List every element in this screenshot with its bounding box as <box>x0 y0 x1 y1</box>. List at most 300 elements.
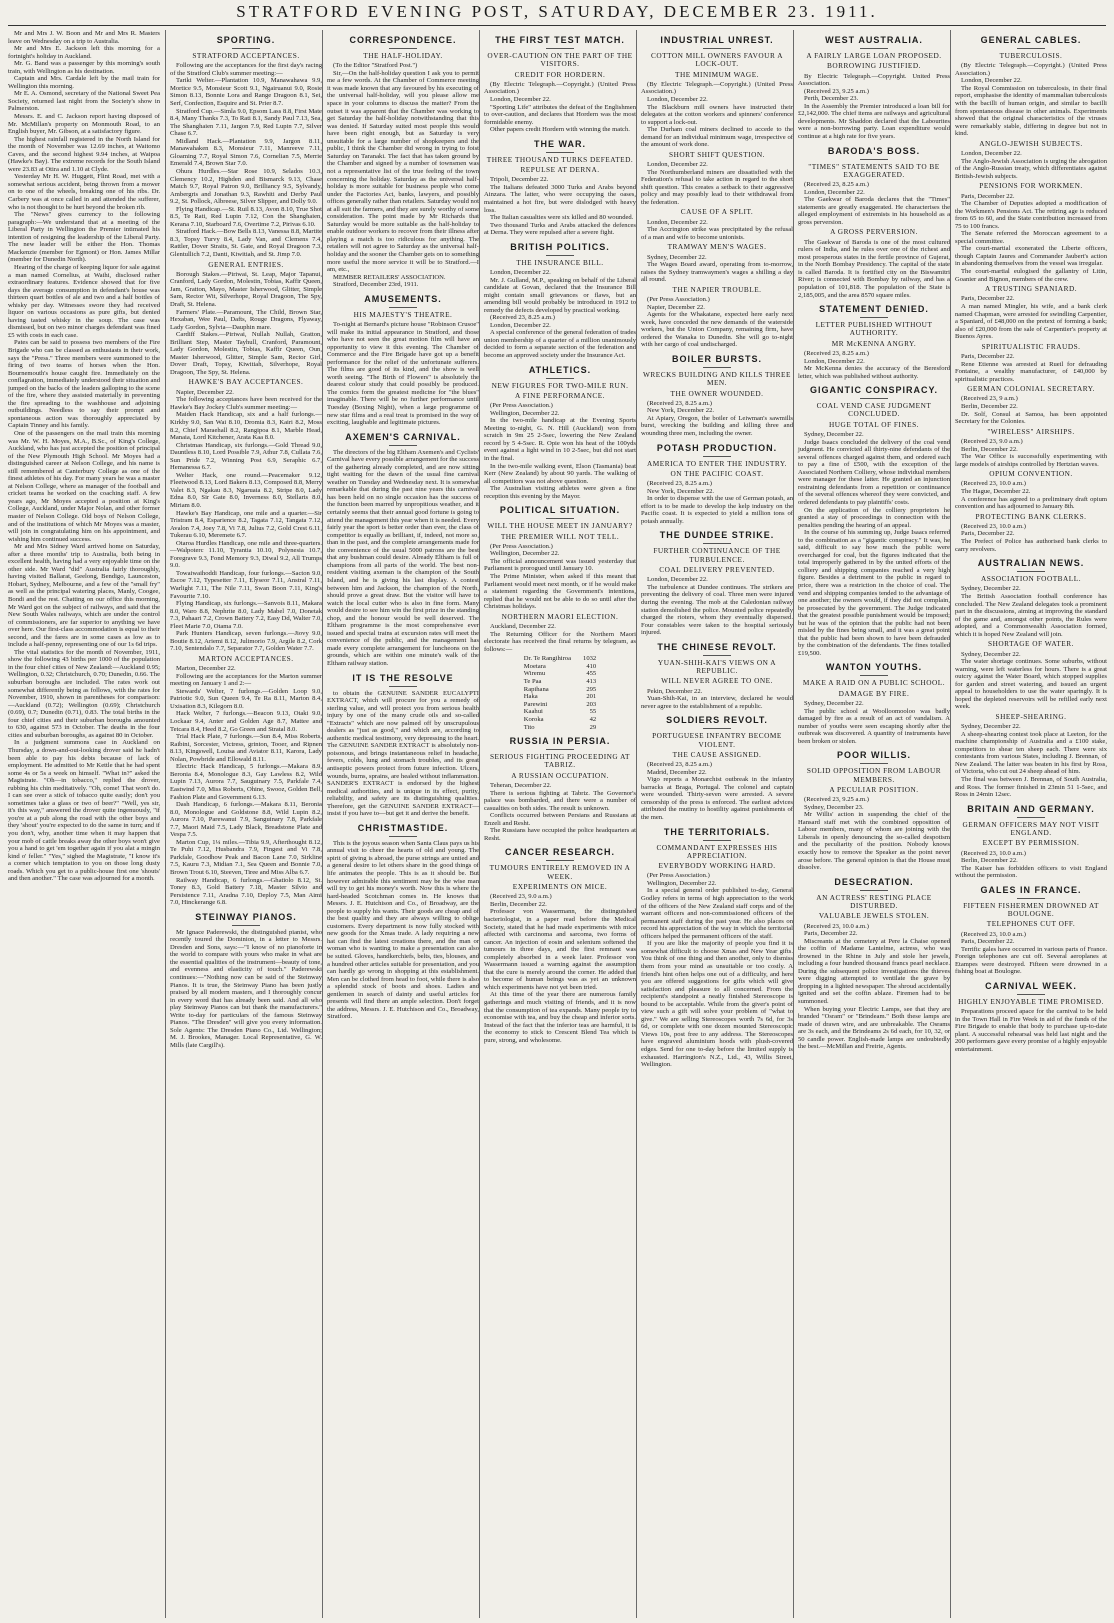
article-paragraph: The War Office is successfully experimenting with large models of airships controlled by Hertzian waves. <box>955 453 1107 468</box>
sub-headline: YUAN-SHIH-KAI'S VIEWS ON A REPUBLIC. <box>657 657 777 675</box>
article-paragraph: (Received 23, 10.0 a.m.) <box>804 922 870 930</box>
sub-headline: MR McKENNA ANGRY. <box>831 338 917 348</box>
article-paragraph: In the two-mile handicap at the Evening Sports Meeting to-night, G. N. Hill (Auckland) won from scratch in 9m 25 2-5sec, lowering the New Zealand record by 5 4-5sec. R. Opie won his heat of the 100yds event against a light wind in 10 2-5sec, but did not start in the final. <box>484 417 636 462</box>
article-paragraph: Paris, December 22. <box>804 930 858 938</box>
article-paragraph: Professor von Wassermann, the distinguished bacteriologist, in a paper read before the Medical Society, stated that he had made experiments with mice affected with carcinoma and sarcoma, two forms of cancer. An injection of eosin and selenium softened the tumours in three days, and the first remnant was completely absorbed in a week later. Professor von Wassermann issued a warning against the assumption that the cure is merely around the corner. He added that to become of human beings was as yet an unknown which experiments have not yet been tried. <box>484 908 636 991</box>
article-paragraph: Marton Cup, 1¼ miles.—Tibia 9.9, Afterthought 8.12, Te Puhi 7.12, Husbandra 7.9, Fingest and Vi 7.8, Parkfale, Goodhow Peak and Bacon Lane 7.0, Sirkline 7.5, Kauru 7.3, Midian 7.1, Sea Queen and Bonnie 7.0, Brown Trout 6.10, Steeven, Tiree and Miss Alba 6.7. <box>170 838 322 876</box>
section-headline: BARODA'S BOSS. <box>827 145 921 156</box>
article-paragraph: Ohura Hurdles.—Star Rose 10.9, Selados 10.3, Clemency 10.2, Highden and Bismarck 9.13, Chase Match 9.7, Royal Patron 9.0, Brilliancy 9.5, Sylvandy, Ambergris and Jonathan 9.3, Rawhiti and Derby Paul 9.2, St. Pollock, Albreese, Silver Slipper, and Dolly 9.0. <box>170 167 322 206</box>
table-row <box>518 663 602 671</box>
article-paragraph: Farmers' Plate.—Paramount, The Child, Brown Star, Hexaban, Wee Paul, Dafts, Rouge Dragons, Flyaway, Lady Gordon, Sylvia—Dauphin mare. <box>170 308 322 331</box>
article-paragraph: Terrific gales have occurred in various parts of France. Foreign telephones are cut off. Several aeroplanes at Etampes were destroyed. Fifteen were drowned in a fishing boat at Boulogne. <box>955 945 1107 976</box>
article-paragraph: A sheep-shearing contest took place at Leeton, for the machine championship of Australia and a £100 stake, competitors to shear ten sheep each. There were six contestants from various States, including J. Brennan, of New Zealand. The latter was beaten in his first by Ross, of Victoria, who cut out 24 sheep ahead of him. <box>955 730 1107 776</box>
section-headline: THE FIRST TEST MATCH. <box>495 35 625 45</box>
section-headline: CHRISTMASTIDE. <box>357 822 449 833</box>
article-paragraph: Paris, December 22. <box>961 192 1015 200</box>
headline-rule <box>860 890 888 891</box>
headline-rule <box>389 686 417 687</box>
section-headline: POOR WILLIS. <box>837 750 911 761</box>
article-paragraph: The Australian visiting athletes were given a fine reception this evening by the Mayor. <box>484 485 636 500</box>
article-paragraph: Borough Stakes.—Piriwai, St. Leap, Major Tapanui, Cranford, Lady Gordon, Molestin, Tobias, Kaffir Queen, Jam, Gratton, Mayo, Master Isherwood, Glitter, Simple Sam, Rector Wit, Silverhope, Royal Dragoon, The Spy, Draft, St. Helena. <box>170 270 322 308</box>
candidate-name: Rapihana <box>523 685 549 693</box>
sub-headline: COMMANDANT EXPRESSES HIS APPRECIATION. <box>656 842 778 860</box>
article-paragraph: Vigo reports a Monarchist outbreak in the infantry barracks at Braga, Portugal. The colonel and captain were wounded. Thirty-seven were arrested. A severe censorship of the press is enforced. The earliest advices attributed the mutiny to hostility against punishments of the men. <box>641 776 793 821</box>
article-paragraph: Tariki Welter.—Plantation 10.9, Manawahawa 9.9, Mortice 9.5, Monsieur Scott 9.1, Ngairuanui 9.0, Rosie Simon 8.13, Bonnie Lora and Range Dragoon 8.1, Sei, Serf, Confection, Esquire and St. Prier 8.7. <box>170 77 322 108</box>
sub-headline: A FINE PERFORMANCE. <box>515 390 605 400</box>
sub-headline: TUMOURS ENTIRELY REMOVED IN A WEEK. <box>489 863 631 881</box>
article-paragraph: This is the joyous season when Santa Claus pays us his annual visit to cheer the hearts of old and young. The spirit of giving is abroad, the purse strings are untied and a general desire to let others share in the good things of life animates the people. This is as it should be. But however admirable this sentiment may be the wise man will try to get his money's worth. Now this is where the hard-headed Scotchman comes in. He knows that Messrs. J. E. Hutchison and Co., of Broadway, are the people to supply his wants. Their goods are cheap and of the best quality and they are always willing to oblige customers. Every department is now fully stocked with new goods for the Xmas trade. A lady requiring a new hat can find the latest creations there, and the man or woman who is wanting to make a presentation can also be suited. Gloves, handkerchiefs, belts, ties, blouses, and a hundred other articles suitable for presentation, and you can hardly go wrong in shopping at this establishment. Men can be clothed from head to foot, while there is also a splendid stock of boots and shoes. Ladies and gentlemen in search of dainty and useful articles for presents will find there an ample selection. Don't forget the address, Messrs. J. E. Hutchison and Co., Broadway, Stratford. <box>327 839 479 1021</box>
article-paragraph: The Hague, December 22. <box>961 487 1031 495</box>
article-paragraph: Mr and Mrs Sidney Ward arrived home on Saturday, after a three months' trip to Australia, both being in excellent health, having had a very enjoyable time on the other side. Mr Ward "did" Australia fairly thoroughly, having visited Ballarat, Geelong, Bendigo, Launceston, Hobart, Sydney, Melbourne, and a few of the "small fry" as well as the principal watering places, Manly, Coogee, Bondi and the rest. Chatting on our office this morning, Mr Ward got on the subject of railways, and said that the New South Wales railways, which are under the control of commissioners, are far superior to anything we have over here. Our first-class accommodation is equal to their second, and the fares are in some cases as low as to include a half-penny, representing one of our 1s 6d trips. <box>8 543 160 649</box>
article-paragraph: The turbulence at Dundee continues. The strikers are preventing the delivery of coal. Three men were injured during the evening. The mob at the Caledonian railway station demolished the police. Mounted police repeatedly charged the rioters, whom they eventually dispersed. Four constables were taken to the hospital seriously injured. <box>641 583 793 637</box>
article-paragraph: Sydney, December 22. <box>961 650 1021 658</box>
article-paragraph: Mr and Mrs E. Jackson left this morning for a fortnight's holiday in Auckland. <box>8 45 160 60</box>
article-paragraph: London, December 22. <box>490 95 551 103</box>
sub-headline: HIS MAJESTY'S THEATRE. <box>353 309 453 319</box>
article-paragraph: (Per Press Association.) <box>647 296 710 304</box>
headline-rule <box>546 152 574 153</box>
article-paragraph: Dash Handicap, 6 furlongs.—Makara 8.11, Beronia 8.0, Monologue and Goldstone 8.8, Wild Lupin 8.2, Aurora 7.10, Parewanui 7.9, Sanguinary 7.8, Parkfale 7.7, Maori Maid 7.5, Lady Black, Breadstone Plate and Vespa 7.5. <box>170 801 322 839</box>
article-paragraph: Mr. G. Band was a passenger by this morning's south train, with Wellington as his destination. <box>8 60 160 75</box>
section-headline: BRITAIN AND GERMANY. <box>967 803 1095 814</box>
article-paragraph: Dr. Solf, Consul at Samoa, has been appointed Secretary for the Colonies. <box>955 410 1107 426</box>
article-paragraph: London, December 22. <box>647 161 708 169</box>
article-paragraph: (Per Press Association.) <box>647 872 710 880</box>
article-paragraph: Tripoli, December 22. <box>490 176 549 184</box>
section-headline: POLITICAL SITUATION. <box>499 505 621 516</box>
article-paragraph: The Gaekwar of Baroda is one of the most cultured rulers of India, and he rules over one of the richest and most prosperous states in the fertile province of Gujerat, in the North Bombay Presidency. The capital of the state is called Baroda. It is fortified city on the Biswamitri River; is connected with Bombay by railway, and has a population of 101,818. The population of the State is 2,185,005, and the area 8570 square miles. <box>798 238 950 299</box>
article-paragraph: The Returning Officer for the Northern Maori electorate has received the final returns by telegram, as follows:— <box>484 630 636 653</box>
section-headline: DESECRATION. <box>834 876 914 887</box>
section-headline: STATEMENT DENIED. <box>819 304 929 315</box>
article-paragraph: The Prefect of Police has authorised bank clerks to carry revolvers. <box>955 538 1107 553</box>
candidate-name: Haka <box>523 693 538 701</box>
sub-headline: MARTON ACCEPTANCES. <box>198 653 294 663</box>
sub-headline: COTTON MILL OWNERS FAVOUR A LOCK-OUT. <box>650 51 783 69</box>
candidate-name: Kaahui <box>523 708 543 716</box>
article-paragraph: Wellington, December 22. <box>490 550 560 558</box>
table-row <box>518 655 602 663</box>
headline-rule <box>546 378 574 379</box>
sub-headline: REPULSE AT DERNA. <box>520 165 600 175</box>
column-2 <box>165 30 322 1618</box>
section-headline: POTASH PRODUCTION. <box>656 442 778 453</box>
sub-headline: GENERAL ENTRIES. <box>208 259 284 269</box>
table-row <box>518 716 602 724</box>
article-paragraph: Following are the acceptances for the Marton summer meeting on January 1 and 2:— <box>170 672 322 688</box>
article-paragraph: London, December 22. <box>647 218 708 226</box>
article-paragraph: Otaroa Hurdles Handicap, one mile and three-quarters.—Walpoterc 11.10, Tyrantia 10.10, Polynesia 10.7, Foregrave 9.3, Fond Memory 9.3, Diwal 9.2, All Trumps 9.0. <box>170 539 322 570</box>
vote-count: 413 <box>586 678 597 686</box>
vote-count: 42 <box>589 716 597 723</box>
headline-rule <box>703 456 731 457</box>
headline-rule <box>1017 817 1045 818</box>
section-headline: IT IS THE RESOLVE <box>352 672 454 683</box>
article-paragraph: Captain and Mrs. Cardale left by the mail train for Wellington this morning. <box>8 75 160 90</box>
sub-headline: OPIUM CONVENTION. <box>989 469 1073 479</box>
section-headline: GALES IN FRANCE. <box>980 884 1082 895</box>
article-paragraph: Welter Hack, one round.—Peacemaker 9.12, Fleetwood 8.13, Lord Bakers 8.13, Composed 8.8, Merry Valet 8.3, Ngakau 8.3, Ngaruaia 8.2, Stripe 8.0, Lady Edna 8.0, Sir Gate 8.0, Inverness 8.0, Stellaris 8.0, Miriam 8.0. <box>170 471 322 509</box>
article-paragraph: London, December 22. <box>961 77 1022 85</box>
article-paragraph: The Gaekwar of Baroda declares that the "Times" statements are greatly exaggerated. He characterises the alleged employment of extremists in his household as a gross perversion. <box>798 196 950 226</box>
vote-count: 29 <box>589 723 597 731</box>
article-paragraph: London, December 22. <box>804 188 865 196</box>
article-paragraph: The Northumberland miners are dissatisfied with the Federation's refusal to take action in regard to the short shift question. This creates a setback to their aggressive policy and may possibly lead to their withdrawal from the federation. <box>641 168 793 206</box>
sub-headline: THE PREMIER WILL NOT TELL. <box>500 531 620 541</box>
sub-headline: OVER-CAUTION ON THE PART OF THE VISITORS. <box>487 51 633 69</box>
headline-rule <box>1017 898 1045 899</box>
article-paragraph: In order to dispense with the use of German potash, an effort is to be made to develop the kelp industry on the Pacific coast. It is expected to yield a million tons of potash annually. <box>641 495 793 525</box>
article-paragraph: Messrs. E. and C. Jackson report having disposed of Mr. McMillan's property on Monmouth Road, to an English buyer, Mr. Gibson, at a satisfactory figure. <box>8 113 160 136</box>
sub-headline: NEW FIGURES FOR TWO-MILE RUN. <box>491 380 629 390</box>
headline-rule <box>703 728 731 729</box>
article-paragraph: (Received 23, 10.0 a.m.) <box>961 522 1027 530</box>
headline-rule <box>860 48 888 49</box>
article-paragraph: Auckland, December 22. <box>490 623 556 631</box>
candidate-name: Moetara <box>523 662 546 670</box>
article-paragraph: Sydney, December 22. <box>961 585 1021 593</box>
vote-count: 455 <box>586 670 597 678</box>
article-paragraph: Mr Willis' action in suspending the chief of the Hansard staff met with the combined opposition of Labour members, many of whom are joining with the Liberals in openly denouncing the so-called despotism and the peculiarity of the position. Nobody knows exactly how to remove the Speaker as the point never arose before. The general opinion is that the House must dissolve. <box>798 811 950 872</box>
sub-headline: AMERICA TO ENTER THE INDUSTRY. <box>647 458 787 468</box>
article-paragraph: Judge Isaacs concluded the delivery of the coal vend judgment. He convicted all thirty-nine defendants of the several offences charged against them, and ordered each to pay a fine of £500, with the exception of the Associated Northern Colliery, whose individual members were manager for these latter. He granted an injunction restraining defendants from a repetition or continuance of the several offences whereof they were convicted, and ordered defendants to pay plaintiffs' costs. <box>798 438 950 506</box>
article-paragraph: Flying Handicap, six furlongs.—Sanvois 8.11, Makara 8.0, Waro 8.8, Nephrite 8.0, Lady Mabel 7.0, Donetak 7.3, Pahaari 7.2, Crown Battery 7.2, Easy Dd, Walter 7.0, Fleet Marie 7.0, Otama 7.0. <box>170 600 322 630</box>
table-row <box>518 670 602 678</box>
sub-headline: A GROSS PERVERSION. <box>830 227 918 237</box>
section-headline: AXEMEN'S CARNIVAL. <box>345 431 461 442</box>
section-headline: WEST AUSTRALIA. <box>825 35 923 45</box>
article-paragraph: The Chamber of Deputies adopted a modification of the Workmen's Pensions Act. The retiring age is reduced from 65 to 60, and the State contribution increased from 75 to 100 francs. <box>955 200 1107 230</box>
article-paragraph: The Accrington strike was precipitated by the refusal of a man and wife to become unionists. <box>641 226 793 241</box>
sub-headline: SERIOUS FIGHTING PROCEEDING AT TABRIZ. <box>489 752 631 770</box>
sub-headline: TRAMWAY MEN'S WAGES. <box>667 242 767 252</box>
article-paragraph: Sydney, December 22. <box>804 700 864 708</box>
article-paragraph: Mr and Mrs J. W. Boon and Mr and Mrs R. Masters leave on Wednesday on a trip to Australia. <box>8 30 160 45</box>
headline-rule <box>546 255 574 256</box>
article-paragraph: The Prime Minister, when asked if this meant that Parliament would meet next month, or if he would make a statement regarding the Government's intentions, replied that he would not be able to do so until after the Christmas holidays. <box>484 573 636 611</box>
headline-rule <box>860 398 888 399</box>
column-4 <box>479 30 636 1618</box>
article-paragraph: New York, December 22. <box>647 487 715 495</box>
candidate-name: Dr. Te Rangihiroa <box>523 655 572 663</box>
article-paragraph: Stratford Hack.—Bow Bells 8.13, Vanessa 8.8, Martite 8.3, Topsy Turvy 8.4, Lady Van, and Clemens 7.4, Rattler, Dover Straits, St. Gate, and Royal Dragoon 7.3, Glentullich 7.2, Danti, Kiwitiah, and St. Jimp 7.0. <box>170 228 322 258</box>
election-results-table <box>518 655 602 731</box>
headline-rule <box>703 48 731 49</box>
article-paragraph: The following acceptances have been received for the Hawke's Bay Jockey Club's summer meeting:— <box>170 396 322 411</box>
article-paragraph: Trial Hack Plate, 7 furlongs.—Sun 8.4, Miss Roberts, Raibini, Sorcester, Victress, grinton, Tooer, and Ripnen 8.13, Kingswell, Louisa and Aviator 8.11, Karora, Lady Nolan, Powbride and Ellowald 8.11. <box>170 733 322 763</box>
sub-headline: VALUABLE JEWELS STOLEN. <box>818 911 930 921</box>
sub-headline: SHORT SHIFT QUESTION. <box>669 149 765 159</box>
sub-headline: A PECULIAR POSITION. <box>829 784 919 794</box>
headline-rule <box>860 763 888 764</box>
sub-headline: FIFTEEN FISHERMEN DROWNED AT BOULOGNE. <box>963 900 1099 919</box>
article-paragraph: On the application of the colliery proprietors he granted a stay of proceedings in connection with the penalties pending the hearing of an appeal. <box>798 506 950 529</box>
headline-rule <box>860 159 888 160</box>
article-paragraph: Paris, December 22. <box>961 530 1015 538</box>
section-headline: GIGANTIC CONSPIRACY. <box>809 385 938 396</box>
article-paragraph: MEMBER RETAILERS' ASSOCIATION. <box>333 273 446 281</box>
headline-rule <box>1017 994 1045 995</box>
article-paragraph: (Received 23, 8.25 a.m.) <box>804 181 870 189</box>
sub-headline: BORROWING JUSTIFIED. <box>827 61 921 71</box>
section-headline: CANCER RESEARCH. <box>504 847 615 858</box>
section-headline: SOLDIERS REVOLT. <box>666 715 768 726</box>
article-paragraph: One of the passengers on the mail train this morning was Mr. W. H. Moyes, M.A., B.Sc., of King's College, Auckland, who has just accepted the position of principal of the New Plymouth High School. Mr Moyes had a distinguished career at Nelson College, and his name is still remembered at Canterbury College as one of the finest athletes of his day. For many years he was a master at Nelson College, where as manager of the football and cricket teams he worked on the coaching staff. A few years ago, Mr Moyes accepted a position at King's College, Auckland, under Major Nolan, and other former master of Nelson College. Old boys of Nelson College, and of the institutions of which Mr Moyes was a master, will join in congratulating him on his appointment, and wishing him continued success. <box>8 429 160 543</box>
sub-headline: LETTER PUBLISHED WITHOUT AUTHORITY. <box>815 320 933 338</box>
article-paragraph: Mr. J. Gulland, M.P., speaking on behalf of the Liberal candidate at Govan, declared that the Insurance Bill might contain small grievances or flaws, but an amending bill would probably be introduced in 1912 to remedy the defects developed by practical working. <box>484 276 636 314</box>
column-1 <box>8 30 160 1618</box>
article-paragraph: London, December 22. <box>490 321 551 329</box>
sub-headline: THE OWNER WOUNDED. <box>670 388 764 398</box>
sub-headline: SPIRITUALISTIC FRAUDS. <box>981 341 1081 351</box>
article-paragraph: The Senate referred the Moroccan agreement to a special committee. <box>955 230 1107 245</box>
sub-headline: HIGHLY ENJOYABLE TIME PROMISED. <box>958 996 1104 1006</box>
article-paragraph: Pates can be said to possess two members of the Fire Brigade who can be classed as enthusiasts in their work, says the "Press." Three members were summoned to the firing of two teams of horses when the Hon. Bournemouth's house caught fire. Immediately on the conflagration, immediately understood their situation and jumped on the backs of the leaders galloping to the scene of the fire, where they assisted materially in preventing the fire spreading to the washhouse and adjoining outbuildings. Needless to say their prompt and spontaneous action was thoroughly appreciated by Captain Tinney and his family. <box>8 339 160 430</box>
sub-headline: EXPERIMENTS ON MICE. <box>512 882 608 892</box>
article-paragraph: A conference has agreed to a preliminary draft opium convention and has adjourned to January 8th. <box>955 495 1107 511</box>
article-paragraph: London, December 22. <box>647 95 708 103</box>
section-headline: THE DUNDEE STRIKE. <box>659 530 775 541</box>
article-paragraph: Marton, December 22. <box>176 665 236 673</box>
sub-headline: COAL VEND CASE JUDGMENT CONCLUDED. <box>816 401 932 419</box>
article-paragraph: Berlin, December 22. <box>961 857 1018 865</box>
newspaper-page <box>8 30 1106 1618</box>
article-paragraph: Berlin, December 22. <box>490 900 547 908</box>
article-paragraph: The Anglo-Jewish Association is urging the abrogation of the Anglo-Russian treaty, which differentiates against British-Jewish subjects. <box>955 157 1107 180</box>
article-paragraph: Maiden Hack Handicap, six and a half furlongs.—Kirkby 9.0, San Wai 8.10, Dromia 8.3, Kairi 8.2, Moss 8.2, Chief Maraehall 8.2, Rangipoa 8.1, Marble Head, Manaia, Lord Kitchener, Arata Kaa 8.0. <box>170 411 322 442</box>
article-paragraph: Sir,—On the half-holiday question I ask you to permit me a few words. At the Chamber of Commerce meeting it was made known that any favoured by his executing of the universal half-holiday, will you please allow me space in your columns to discuss the matter? From the outset it was apparent that the Chamber was working to get Saturday the half-holiday notwithstanding that this was denied. If Saturday suited most people this would have been right enough, but as Saturday is very unsuitable for a large number of shopkeepers and the public, I think the Chamber did wrong in trying to foist Saturday on Taranaki. The fact that has taken ground by the Chamber and signed by a number of townsmen was not a representative list of the true feeling of the town concerning the holiday. Saturday as the universal half-holiday is more suitable for business people who come under the Factories Act, banks, lawyers, and possibly offices generally rather than retailers. Saturday would not at all suit the farmers, and they are surely worthy of some consideration. The point made by Mr Richards that Saturday would be more suitable as the half-holiday to enable outdoor workers to recover from their illness after playing a match is too ridiculous for anything. The retailers will not agree to Saturday as the universal half-holiday and the sooner the Chamber gets on to something more useful the more service it will be to Stratford.—I am, etc., <box>327 69 479 274</box>
headline-rule <box>860 317 888 318</box>
sub-headline: TELEPHONES CUT OFF. <box>986 919 1076 929</box>
sub-headline: A TRUSTING SPANIARD. <box>984 284 1078 294</box>
sub-headline: PROTECTING BANK CLERKS. <box>975 511 1087 521</box>
article-paragraph: Conflicts occurred between Persians and Russians at Enzeli and Resht. <box>484 812 636 827</box>
section-headline: THE CHINESE REVOLT. <box>657 641 777 652</box>
article-paragraph: Pekin, December 22. <box>647 687 703 695</box>
article-paragraph: Stewards' Welter, 7 furlongs.—Golden Loop 9.0, Patriotic 9.0, Sun Queen 9.4, Te Ra 8.11, Marton 8.4, Uxisation 8.3, Kilegorn 8.0. <box>170 687 322 710</box>
article-paragraph: Teheran, December 22. <box>490 782 552 790</box>
candidate-name: Wiremu <box>523 670 546 678</box>
headline-rule <box>546 518 574 519</box>
table-row <box>518 686 602 694</box>
article-paragraph: The directors of the big Eltham Axemen's and Cyclists' Carnival have every possible arrangement for the success of the gathering already completed, and are now sitting tight waiting for the dawn of the usual fine carnival weather on Tuesday and Wednesday next. It is somewhat remarkable that during the past nine years this carnival has been held on no single occasion has the success of the function been marred by unpropitious weather, and it certainly seems that their annual good fortune is going to attend the management this year when it is needed. Every fairly year the sport is better order than ever, the class of competitor is equally as brilliant, if, indeed, not more so, than in the past, and the complete arrangements made for the convenience of the usual 5000 patrons are the best that any bushman could desire. Already Eltham is full of champions from all parts of the world. The best non-resident visiting axeman is the champion of the South Island, and he is giving his last display. A contest between him and Jackson, the champion of the North, should prove a great draw. But the visitor will have to watch the local cutter who is also in fine form. Many would desire to see him win the first prize in the standing chop, and the honour would be well deserved. The Eltham programme is the most comprehensive ever issued and special trains at excursion rates will meet the convenience of the public, and the management has made every complete arrangement for luncheons on the grounds, which are within one minute's walk of the Eltham railway station. <box>327 448 479 667</box>
article-paragraph: Wellington, December 22. <box>647 879 717 887</box>
sub-headline: WRECKS BUILDING AND KILLS THREE MEN. <box>643 369 791 388</box>
headline-rule <box>546 749 574 750</box>
article-paragraph: Stratford, December 23rd, 1911. <box>333 281 419 289</box>
article-paragraph: Following are the acceptances for the first day's racing of the Stratford Club's summer meeting:— <box>170 62 322 77</box>
article-paragraph: A man named Mingler, his wife, and a bank clerk named Chapman, were arrested for swindling Carpentier, a Spaniard, of £48,000 on the pretext of forming a bank; also of £20,000 from the sale of Carpentier's property at Buenos Ayres. <box>955 302 1107 341</box>
article-paragraph: (Per Press Association.) <box>490 402 553 410</box>
article-paragraph: Perth, December 23. <box>804 95 859 103</box>
section-headline: THE TERRITORIALS. <box>663 826 771 837</box>
sub-headline: "TIMES" STATEMENTS SAID TO BE EXAGGERATED. <box>808 161 940 179</box>
article-paragraph: The court-martial exonerated the Liberte officers, though Captain Jaures and Commander Jaubert's action in abandoning themselves from the vessel was irregular. <box>955 245 1107 268</box>
column-7 <box>950 30 1107 1618</box>
article-paragraph: There is serious fighting at Tabriz. The Governor's palace was bombarded, and there were a number of casualties on both sides. The result is unknown. <box>484 789 636 812</box>
article-paragraph: London, December 22. <box>804 357 865 365</box>
article-paragraph: Sydney, December 22. <box>961 723 1021 731</box>
section-headline: AUSTRALIAN NEWS. <box>977 558 1085 569</box>
article-paragraph: Hawke's Bay Handicap, one mile and a quarter.—Sir Tristram 8.4, Esparience 8.2, Tagata 7.12, Tangata 7.12, Avalon 7.4, Joey 7.8, Vi 7.8, Julius 7.2, Gold Crest 6.11, Tukerau 6.10, Meremete 6.7. <box>170 509 322 540</box>
article-paragraph: At Apiary, Oregon, the boiler of Leiwman's sawmills burst, wrecking the building and killing three and wounding three men, including the owner. <box>641 414 793 438</box>
article-paragraph: Towaiwaihoddi Handicap, four furlongs.—Sacton 9.0, Escoe 7.12, Typesetter 7.11, Elyseor 7.11, Anstral 7.11, Warlight 7.11, The Nile 7.11, Swan Boon 7.11, King's Favourite 7.10. <box>170 569 322 600</box>
candidate-name: Koroka <box>523 716 544 723</box>
vote-count: 203 <box>586 700 597 708</box>
article-paragraph: By Electric Telegraph.—Copyright. United Press Association. <box>798 72 950 88</box>
vote-count: 410 <box>586 662 597 670</box>
article-paragraph: The Italian casualties were six killed and 80 wounded. <box>490 214 634 222</box>
article-paragraph: The official announcement was issued yesterday that Parliament is prorogued until January 10. <box>484 557 636 573</box>
section-headline: GENERAL CABLES. <box>980 35 1082 45</box>
article-paragraph: In the course of his summing up, Judge Isaacs referred to the combination as a "gigantic conspiracy." It was, he said, difficult to say how much the public were overcharged for coal, but the figures indicated that the total improperly gathered in by the united efforts of the colliery and shipping companies reached a very high figure. Besides a detriment to the public in regard to price, there was a restriction in the choice of coal. The vend and shipping companies tended to the advantage of one another; the owners would, if they did not complain, be prosecuted by the government. The Judge indicated that the greatest possible punishment would be imposed; but he was of the opinion that the public had not been misled by the fines being small, and it was a great point that the public had been shown to have been defrauded by the combination of the defendants. The fines totalled £19,500. <box>798 529 950 657</box>
article-paragraph: In a judgment summons case in Auckland on Thursday, a down-and-out-looking drover said he hadn't been able to pay his debts because of lack of employment. He admitted to Mr Kettle that he had spent some 4s or 5s a week on himself. "What in?" asked the Magistrate. "Oh—in tobacco," replied the drover, rubbing his chin meditatively. "Oh, come! That won't do. I can see over a stick of tobacco quite easily; don't you sometimes take a glass or two of beer?" "Well, yes sir, it's this way," answered the drover quite ingenuously, "if you're at a pub along the road with the other boys and they 'shout' you're expected to do the same in turn; and if you don't, why, another time when it may happen that your mob of cattle breaks away the other boys won't give you a hand to get 'em together again if you alat a mingin kind o' feller." "Yes," sighed the Magistrate, "I know it's a corner which temptation to you on those long dusty roads. Which you get to a public-house first one 'shouts' and then another." The case was adjourned for a month. <box>8 739 160 883</box>
headline-rule <box>232 48 260 49</box>
headline-rule <box>546 48 574 49</box>
article-paragraph: Wellington, December 22. <box>490 409 560 417</box>
headline-rule <box>703 367 731 368</box>
article-paragraph: The water shortage continues. Some suburbs, without warning, were left waterless for hours. There is a great outcry against the Water Board, which stopped supplies for garden and street watering, and issued an urgent appeal to householders to use the water sparingly. It is hoped the depleted reservoirs will be refilled early next week. <box>955 658 1107 711</box>
sub-headline: DAMAGE BY FIRE. <box>838 688 910 698</box>
article-paragraph: (Received 23, 9.25 a.m.) <box>804 796 870 804</box>
article-paragraph: Mr Ignace Paderewski, the distinguished pianist, who recently toured the Dominion, in a letter to Messrs. Dresden and Sons, says:—"I know of no pianoforte in the world to compare with yours who make in what are the essential qualities of the instrument—beauty of tone, and evenness and elasticity of touch." Paderewski continues:—"Nothing now can be said of the Steinway Pianos. It is true, the Steinway Piano has been justly praised by all modern masters, and I thoroughly concur in every word that has already been said. And all who play Steinway Pianos can but thank the manufacturers." Write to-day for particulars of the famous Steinway Pianos. "The Dresden" will give you every information. Sole Agents: The Dresden Piano Co., Ltd. Wellington; M. J. Brookes, Manager. Local Representative, G. W. Mills (late Cargill's). <box>170 928 322 1049</box>
article-paragraph: Miscreants at the cemetery at Pere la Chaise opened the coffin of Madame Lantelme, actress, who was drowned in the Rhine in July and stole her jewels, including a four hundred thousand francs pearl necklace. During the subsequent police investigations the thieves were digging attempted to ventilate the grave by dropping in a lighted newspaper. The shroud accidentally ignited and set the coffin ablaze. Firemen had to be summoned. <box>798 937 950 1006</box>
article-paragraph: to obtain the GENUINE SANDER EUCALYPTI EXTRACT, which will procure for you a remedy of sterling value, and will protect you from serious health injury by one of the many crude oils and so-called "Extracts" which are now palmed off by unscrupulous dealers as "just as good," and which are, according to authentic medical testimony, very depressing to the heart. The GENUINE SANDER EXTRACT is absolutely non-poisonous, and brings instantaneous relief in headache, fevers, colds, lung and stomach troubles, and its great antiseptic powers protect from future infection. Ulcers, wounds, burns, sprains, are healed without inflammation. SANDER'S EXTRACT is endorsed by the highest medical authorities, and is unique in its effect, purity, reliability, and safety are its distinguishing qualities. Therefore, get the GENUINE SANDER EXTRACT—insist if you have to—but get it and derive the benefit. <box>327 689 479 818</box>
sub-headline: THE CAUSE ASSIGNED. <box>672 749 762 759</box>
article-paragraph: Stratford Cup.—Simla 9.0, Epsom Lass 8.8, First Mate 8.4, Many Thanks 7.3, To Rati 8.1, Sandy Paul 7.13, Sea, The Shanghaien 7.11, Jargon 7.9, Red Lupin 7.7, Silver Chase 6.7. <box>170 107 322 138</box>
sub-headline: ANGLO-JEWISH SUBJECTS. <box>979 138 1083 148</box>
article-paragraph: The Durham coal miners declined to accede to the demand for an individual minimum wage, irrespective of the amount of work done. <box>641 126 793 149</box>
sub-headline: PENSIONS FOR WORKMEN. <box>979 181 1083 191</box>
sub-headline: HAWKE'S BAY ACCEPTANCES. <box>188 377 304 387</box>
sub-headline: ON THE PACIFIC COAST. <box>670 468 764 478</box>
article-paragraph: Cardiff Stakes.—Piriwai, Nullah Nullah, Gratton, Brilliant Step, Master Tayhull, Cranford, Paramount, Lady Gordon, Molestin, Tobias, Kaffir Queen, Oun, Master Isherwood, Glitter, Simple Sam, Rector Girl, Dover Draft, Topsy, Kiwitiah, Silverhope, Royal Dragoon, The Spy, St. Helena. <box>170 331 322 376</box>
article-paragraph: Two thousand Turks and Arabs attacked the defences at Derna. They were repulsed after a severe fight. <box>484 221 636 237</box>
article-paragraph: The Royal Commission on tuberculosis, in their final report, emphasise the identity of mammalian tuberculosis with the bacilli of human origin, and similar to bacilli from spontaneous disease in other animals. Experiments showed that the original characteristics of the viruses were remarkably stable, differing in degree but not in kind. <box>955 84 1107 138</box>
article-paragraph: At this time of the year there are numerous family gatherings and much visiting of friends, and it is now that the consumption of tea expands. Many people try to economise with tea, and buy the cheap and inferior sorts. Instead of the fact that the inferior teas are harmful, it is the economy to stick to Crescent Blend Tea which is pure, strong, and wholesome. <box>484 991 636 1044</box>
article-paragraph: (Received 23, 10.0 a.m.) <box>961 480 1027 488</box>
article-paragraph: London, December 22. <box>647 576 708 584</box>
sub-headline: PORTUGUESE INFANTRY BECOME VIOLENT. <box>652 731 782 749</box>
headline-rule <box>1017 48 1045 49</box>
sub-headline: A FAIRLY LARGE LOAN PROPOSED. <box>806 51 942 60</box>
article-paragraph: New York, December 22. <box>647 407 715 415</box>
article-paragraph: Preparations proceed apace for the carnival to be held in the Town Hall in Fire Week in aid of the funds of the Fire Brigade to enable that body to purchase up-to-date plant. A successful rehearsal was held last night and the 200 performers gave every promise of a highly enjoyable entertainment. <box>955 1008 1107 1053</box>
article-paragraph: If you are like the majority of people you find it is somewhat difficult to choose Xmas and New Year gifts. You think of one thing and then another, only to dismiss them from your mind as unsuitable or too costly. A friend's hint often helps one out of a difficulty, and here you are offered suggestions for gifts which will give satisfaction and pleasure to all concerned. From the recipient's standpoint a neatly finished Stereoscope is bound to be acceptable. While from the giver's point of view such a gift will solve your problem of "what to give." We are selling Stereoscopes worth 7s 6d, for 3s 6d, or complete with one dozen mounted Stereoscopic Views 10s, post free to any address. The Stereoscopes have engraved aluminium hoods with plush-covered edges. Send for one to-day before the limited supply is exhausted. Harrington's N.Z., Ltd., 43, Willis Street, Wellington. <box>641 940 793 1069</box>
headline-rule <box>860 675 888 676</box>
sub-headline: THE INSURANCE BILL. <box>516 257 604 267</box>
article-paragraph: Berlin, December 22. <box>961 403 1018 411</box>
masthead: STRATFORD EVENING POST, SATURDAY, DECEMBER 23. 1911. <box>236 2 878 21</box>
article-paragraph: Park Hunters Handicap, seven furlongs.—Jiovy 9.0, Boutie 8.12, Ariemi 8.12, Julimorio 7.9, Argile 8.2, Cork 7.10, Sentendalo 7.7, Separator 7.7, Golden Water 7.7. <box>170 630 322 653</box>
headline-rule <box>232 925 260 926</box>
article-paragraph: The final was between J. Brennan, of South Australia, and Ross. The former finished in 23min 51 1-5sec, and Ross in 24min 12sec. <box>955 776 1107 799</box>
sub-headline: NORTHERN MAORI ELECTION. <box>501 611 619 621</box>
sub-headline: SHEEP-SHEARING. <box>995 711 1067 721</box>
article-paragraph: (Received 23, 8.25 a.m.) <box>647 399 713 407</box>
article-paragraph: Yesterday Mr H. W. Huggett, Flint Road, met with a somewhat serious accident, being thrown from a mower on to one of the wheels, breaking one of his ribs. Dr. Carbery was at once called in and attended the sufferer, who is not thought to be hurt beyond the broken rib. <box>8 173 160 211</box>
table-row <box>518 724 602 732</box>
article-paragraph: The Italians defeated 3000 Turks and Arabs beyond Ainzara. The latter, who were occupying the oases, maintained a hot fire, but were dislodged with heavy loss. <box>484 183 636 214</box>
table-row <box>518 701 602 709</box>
article-paragraph: Sydney, December 22. <box>804 431 864 439</box>
article-paragraph: Hearing of the charge of keeping liquor for sale against a man named Cornelius, at Waihi, disclosed rather extraordinary features. Evidence showed that for five days the average consumption in defendant's house was thirteen quart bottles of ale and two and a half bottles of whisky per day. Witnesses swore they had received liquor on various occasions as pure gifts, but denied having tasted whisky in the soup. The case was dismissed, but on two minor charges defendant was fined £5 with costs in each case. <box>8 263 160 339</box>
article-paragraph: Christmas Handicap, six furlongs.—Gold Thread 9.0, Dauntless 8.10, Lord Possible 7.9, Athur 7.8, Cullata 7.6, Sun Pride 7.2, Winning Post 6.9, Seraphic 6.7, Hemanessa 6.7. <box>170 441 322 472</box>
sub-headline: AN ACTRESS' RESTING PLACE DISTURBED. <box>816 892 932 910</box>
article-paragraph: The Russians have occupied the police headquarters at Resht. <box>484 827 636 842</box>
sub-headline: THE NAPIER TROUBLE. <box>672 284 762 294</box>
column-6 <box>793 30 950 1618</box>
sub-headline: GERMAN OFFICERS MAY NOT VISIT ENGLAND. <box>962 819 1100 837</box>
headline-rule <box>703 543 731 544</box>
article-paragraph: The Kaiser has forbidden officers to visit England without the permission. <box>955 864 1107 880</box>
article-paragraph: Napier, December 22. <box>176 388 234 396</box>
sub-headline: THREE THOUSAND TURKS DEFEATED. <box>486 154 634 164</box>
table-row <box>518 678 602 686</box>
table-row <box>518 693 602 701</box>
article-paragraph: Paris, December 22. <box>961 352 1015 360</box>
headline-rule <box>546 860 574 861</box>
article-paragraph: Agents for the Whakatane, expected here early next week, have conceded the new demands of the waterside workers, but the Union Company, remaining firm, have ordered the Wanaka to Dunedin. She will go to-night with her cargo of coal undischarged. <box>641 311 793 349</box>
article-paragraph: (Received 23, 8.25 a.m.) <box>490 314 556 322</box>
article-paragraph: In the Assembly the Premier introduced a loan bill for £2,142,000. The chief items are railways and agricultural developments. Mr Shaddon declared that the Labourites were a non-borrowing party. Loan expenditure would continue at a high rate for five years. <box>798 102 950 140</box>
article-paragraph: (Received 23, 9.0 a.m.) <box>490 893 552 901</box>
article-paragraph: Yuan-Shih-Kai, in an interview, declared he would never agree to the establishment of a republic. <box>641 695 793 710</box>
article-paragraph: (By Electric Telegraph.—Copyright.) (United Press Association.) <box>955 62 1107 77</box>
headline-rule <box>389 307 417 308</box>
headline-rule <box>389 445 417 446</box>
article-paragraph: The British Association football conference has concluded. The New Zealand delegates took a prominent part in the discussions, aiming at improving the standard of the game and, amongst other points, the Rules were adopted, and a Commonwealth Association formed, which it is hoped New Zealand will join. <box>955 592 1107 638</box>
article-paragraph: Hack Welter, 7 furlongs.—Beacon 9.13, Otaki 9.0, Lockaar 9.4, Anter and Golden Age 8.7, Mattee and Tetcara 8.4, Heed 8.2, Go Green and Stratal 8.0. <box>170 710 322 733</box>
article-paragraph: The Wages Board award, operating from to-morrow, raises the Sydney tramwaymen's wages a shilling a day all round. <box>641 261 793 284</box>
article-paragraph: London, December 22. <box>961 150 1022 158</box>
candidate-name: Tito <box>523 723 535 731</box>
article-paragraph: In the two-mile walking event, Elson (Tasmania) beat Kerr (New Zealand) by about 90 yards. The walking of all competitors was not above question. <box>484 462 636 485</box>
section-headline: WANTON YOUTHS. <box>825 662 923 673</box>
vote-count: 201 <box>586 693 597 701</box>
article-paragraph: Flying Handicap.—St. Ruil 8.13, Avon 8.10, True Shot 8.5, Te Rati, Red Lupin 7.12, Con the Shanghaien, Kerana 7.10, Starboard 7.6, Overtime 7.2, Pirivas 6.10. <box>170 205 322 228</box>
sub-headline: FURTHER CONTINUANCE OF THE TURBULENCE. <box>653 546 781 564</box>
article-paragraph: The public school at Woolloomooloo was badly damaged by fire as a result of an act of vandalism. A number of youths were seen escaping shortly after the outbreak was discovered. A quantity of instruments have been broken or stolen. <box>798 707 950 745</box>
article-paragraph: (Received 23, 8.25 a.m.) <box>647 761 713 769</box>
article-paragraph: Rene Etienne was arrested at Rueil for defrauding Fontaine, a wealthy manufacturer, of £40,000 by spiritualistic practices. <box>955 360 1107 383</box>
sub-headline: CAUSE OF A SPLIT. <box>680 207 754 217</box>
article-paragraph: (Received 23, 9 a.m.) <box>961 395 1018 403</box>
sub-headline: STRATFORD ACCEPTANCES. <box>192 51 300 60</box>
sub-headline: THE HALF-HOLIDAY. <box>363 51 443 60</box>
candidate-name: Te Paa <box>523 678 542 686</box>
column-5 <box>636 30 793 1618</box>
sub-headline: "WIRELESS" AIRSHIPS. <box>987 426 1075 436</box>
article-paragraph: The vital statistics for the month of November, 1911, show the following 43 births per 1000 of the population in the four chief cities of New Zealand:—Auckland 0.95; Wellington, 0.32; Christchurch, 0.70; Dunedin, 0.66. The suburban boroughs are included. The rates work out somewhat differently being as follows, with the rates for November, 1910, shown in parentheses for comparison:—Auckland (0.72); Wellington (0.69); Christchurch (0.69), 0.7; Dunedin (0.71), 0.83. The total births in the four chief cities and their suburban boroughs amounted to 630, against 573 in October. The deaths in the four cities and suburban boroughs, as against 80 in October. <box>8 648 160 739</box>
sub-headline: EVERYBODY WORKING HARD. <box>658 861 776 871</box>
section-headline: RUSSIA IN PERSIA. <box>509 736 611 747</box>
article-paragraph: (Per Press Association.) <box>490 542 553 550</box>
article-paragraph: The Blackburn mill owners have instructed their delegates at the cotton workers and spinners' conference to support a lock-out. <box>641 103 793 126</box>
article-paragraph: In a special general order published to-day, General Godley refers in terms of high appreciation to the work of the officers of the New Zealand staff corps and of the warrant officers and non-commissioned officers of the permanent staff during the past year. He also places on record his appreciation of the way in which the territorial officers helped the permanent officers of the staff. <box>641 887 793 940</box>
headline-rule <box>703 840 731 841</box>
article-paragraph: Other papers credit Hordern with winning the match. <box>490 126 630 134</box>
article-paragraph: Paris, December 22. <box>961 295 1015 303</box>
article-paragraph: (Received 23, 8.25 a.m.) <box>647 480 713 488</box>
sub-headline: WILL NEVER AGREE TO ONE. <box>661 676 773 686</box>
article-paragraph: (To the Editor "Stratford Post.") <box>333 62 418 70</box>
section-headline: CORRESPONDENCE. <box>349 35 457 45</box>
section-headline: THE WAR. <box>534 138 586 149</box>
headline-rule <box>703 655 731 656</box>
section-headline: CARNIVAL WEEK. <box>985 980 1077 991</box>
sub-headline: SHORTAGE OF WATER. <box>988 639 1074 649</box>
